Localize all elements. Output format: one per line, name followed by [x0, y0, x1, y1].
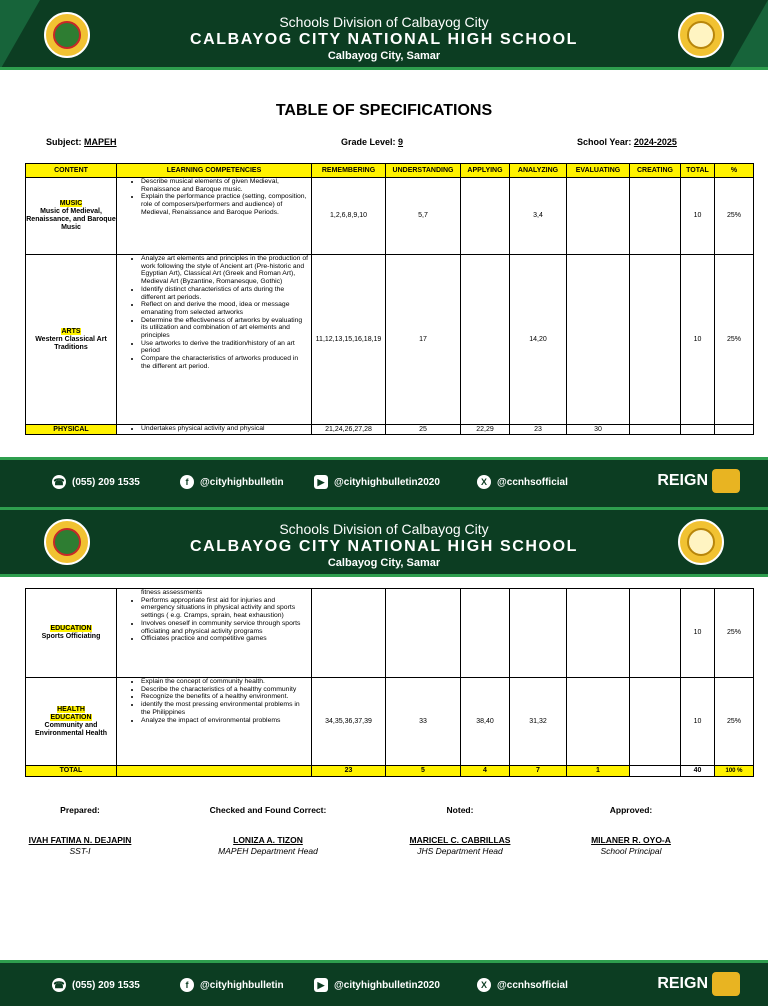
- crown-icon: [712, 972, 740, 996]
- meta-year-label: School Year:: [577, 137, 632, 147]
- table-row-music: [26, 178, 754, 255]
- meta-year: [577, 137, 677, 147]
- total-evaluating: 1: [567, 766, 630, 777]
- health-analyzing: 31,32: [510, 678, 567, 766]
- signatory-name: LONIZA A. TIZON: [233, 835, 303, 845]
- reign-text: REIGN: [657, 472, 708, 489]
- reign-logo: [657, 469, 740, 493]
- arts-remembering: 11,12,13,15,16,18,19: [312, 255, 386, 425]
- list-item: • Identify distinct characteristics of arts during the different art periods.: [141, 286, 309, 301]
- signatory-checked: [193, 805, 343, 856]
- col-remembering: REMEMBERING: [312, 164, 386, 178]
- signatory-role: Approved:: [609, 805, 653, 815]
- health-creating: [630, 678, 681, 766]
- footer-youtube-text: @cityhighbulletin2020: [334, 476, 440, 488]
- meta-subject-value: MAPEH: [84, 137, 117, 147]
- list-item: • Analyze the impact of environmental problems: [141, 717, 309, 725]
- signatory-position: School Principal: [600, 846, 662, 856]
- arts-analyzing: 14,20: [510, 255, 567, 425]
- table-row-pe-continued: [26, 589, 754, 678]
- footer-stripe: [0, 457, 768, 460]
- list-item: • Performs appropriate first aid for injuries and emergency situations in physical activity and sports settings ( e.g. Cramps, sprain, heat exhaustion): [141, 597, 309, 620]
- total-label: TOTAL: [26, 766, 117, 777]
- total-understanding: 5: [386, 766, 461, 777]
- list-item: • Involves oneself in community service through sports officiating and physical activity programs: [141, 620, 309, 635]
- footer-facebook[interactable]: [180, 475, 284, 489]
- arts-evaluating: [567, 255, 630, 425]
- page2-footer: [0, 960, 768, 1006]
- specifications-table-page2: [25, 588, 754, 777]
- list-item: • Undertakes physical activity and physical: [141, 425, 309, 433]
- music-creating: [630, 178, 681, 255]
- competencies-health: [117, 678, 312, 766]
- footer-x[interactable]: [477, 978, 568, 992]
- footer-youtube[interactable]: [314, 475, 440, 489]
- header-stripe: [0, 574, 768, 577]
- youtube-icon: ▶: [314, 978, 328, 992]
- content-arts: [26, 255, 117, 425]
- total-analyzing: 7: [510, 766, 567, 777]
- list-item: • Explain the concept of community health.: [141, 678, 309, 686]
- list-item: • Compare the characteristics of artworks produced in the different art period.: [141, 355, 309, 370]
- arts-percent: 25%: [715, 255, 754, 425]
- x-icon: X: [477, 475, 491, 489]
- pe2-understanding: [386, 589, 461, 678]
- health-subtitle: Community and Environmental Health: [35, 721, 107, 737]
- phone-icon: ☎: [52, 475, 66, 489]
- health-total: 10: [681, 678, 715, 766]
- competencies-music: [117, 178, 312, 255]
- signatory-name: IVAH FATIMA N. DEJAPIN: [28, 835, 132, 845]
- col-understanding: UNDERSTANDING: [386, 164, 461, 178]
- arts-total: 10: [681, 255, 715, 425]
- footer-x-text: @ccnhsofficial: [497, 979, 568, 991]
- col-creating: CREATING: [630, 164, 681, 178]
- signatory-role: Prepared:: [60, 805, 100, 815]
- header-division: Schools Division of Calbayog City: [279, 14, 489, 30]
- meta-grade-value: 9: [398, 137, 404, 147]
- x-icon: X: [477, 978, 491, 992]
- pe2-remembering: [312, 589, 386, 678]
- youtube-icon: ▶: [314, 475, 328, 489]
- pe2-percent: 25%: [715, 589, 754, 678]
- competencies-pe: [117, 589, 312, 678]
- list-item: • Recognize the benefits of a healthy environment.: [141, 693, 309, 701]
- list-item: • identify the most pressing environmental problems in the Philippines: [141, 701, 309, 716]
- arts-subtitle: Western Classical Art Traditions: [35, 335, 107, 351]
- list-item: • Describe the characteristics of a healthy community: [141, 686, 309, 694]
- col-applying: APPLYING: [461, 164, 510, 178]
- specifications-table-page1: [25, 163, 754, 435]
- footer-youtube[interactable]: [314, 978, 440, 992]
- pe-applying: 22,29: [461, 425, 510, 435]
- list-item: • Explain the performance practice (setting, composition, role of composers/performers and audience) of Medieval, Renaissance and Baroque Periods.: [141, 193, 309, 216]
- competencies-arts: [117, 255, 312, 425]
- pe2-applying: [461, 589, 510, 678]
- reign-text: REIGN: [657, 975, 708, 992]
- footer-x[interactable]: [477, 475, 568, 489]
- header-location: Calbayog City, Samar: [327, 557, 441, 569]
- list-item: • Analyze art elements and principles in the production of work following the style of Ancient art (Pre-historic and Egyptian Art), Classical Art (Greek and Roman Art), Medieval Art (Byzantine, Romanesque, Gothic): [141, 255, 309, 286]
- signatory-approved: [556, 805, 706, 856]
- music-evaluating: [567, 178, 630, 255]
- meta-grade: [341, 137, 403, 147]
- music-total: 10: [681, 178, 715, 255]
- pe-continued-text: fitness assessments: [141, 589, 203, 596]
- pe-analyzing: 23: [510, 425, 567, 435]
- total-creating: [630, 766, 681, 777]
- table-header-row: [26, 164, 754, 178]
- col-content: CONTENT: [26, 164, 117, 178]
- header-school: CALBAYOG CITY NATIONAL HIGH SCHOOL: [189, 538, 579, 555]
- footer-x-text: @ccnhsofficial: [497, 476, 568, 488]
- arts-creating: [630, 255, 681, 425]
- meta-grade-label: Grade Level:: [341, 137, 396, 147]
- pe-percent: [715, 425, 754, 435]
- music-applying: [461, 178, 510, 255]
- header-stripe: [0, 507, 768, 510]
- signatory-position: SST-I: [69, 846, 91, 856]
- phone-icon: ☎: [52, 978, 66, 992]
- pe2-creating: [630, 589, 681, 678]
- col-analyzing: ANALYZING: [510, 164, 567, 178]
- total-remembering: 23: [312, 766, 386, 777]
- crown-icon: [712, 469, 740, 493]
- facebook-icon: f: [180, 978, 194, 992]
- header-stripe: [0, 67, 768, 70]
- signatory-noted: [385, 805, 535, 856]
- pe-title: PHYSICAL: [26, 425, 117, 435]
- health-title-2: EDUCATION: [50, 713, 92, 721]
- arts-understanding: 17: [386, 255, 461, 425]
- competencies-pe-start: [117, 425, 312, 435]
- col-competencies: LEARNING COMPETENCIES: [117, 164, 312, 178]
- pe-understanding: 25: [386, 425, 461, 435]
- footer-phone: [52, 475, 140, 489]
- footer-stripe: [0, 960, 768, 963]
- health-understanding: 33: [386, 678, 461, 766]
- list-item: • Describe musical elements of given Medieval, Renaissance and Baroque music.: [141, 178, 309, 193]
- list-item: • Officiates practice and competitive games: [141, 635, 309, 643]
- table-row-arts: [26, 255, 754, 425]
- table-row-total: [26, 766, 754, 777]
- pe-subtitle: Sports Officiating: [41, 633, 101, 640]
- pe-evaluating: 30: [567, 425, 630, 435]
- pe-remembering: 21,24,26,27,28: [312, 425, 386, 435]
- signatory-name: MILANER R. OYO-A: [591, 835, 671, 845]
- header-division: Schools Division of Calbayog City: [279, 521, 489, 537]
- page-title: TABLE OF SPECIFICATIONS: [275, 102, 493, 119]
- footer-phone-text: (055) 209 1535: [72, 476, 140, 488]
- music-percent: 25%: [715, 178, 754, 255]
- health-title-1: HEALTH: [57, 705, 85, 713]
- health-percent: 25%: [715, 678, 754, 766]
- total-total: 40: [681, 766, 715, 777]
- footer-facebook-text: @cityhighbulletin: [200, 979, 284, 991]
- footer-youtube-text: @cityhighbulletin2020: [334, 979, 440, 991]
- content-health: [26, 678, 117, 766]
- pe2-analyzing: [510, 589, 567, 678]
- header-location: Calbayog City, Samar: [327, 50, 441, 62]
- meta-subject-label: Subject:: [46, 137, 82, 147]
- table-row-health: [26, 678, 754, 766]
- pe-total: [681, 425, 715, 435]
- meta-subject: [46, 137, 117, 147]
- health-applying: 38,40: [461, 678, 510, 766]
- list-item: • Reflect on and derive the mood, idea or message emanating from selected artworks: [141, 301, 309, 316]
- music-remembering: 1,2,6,8,9,10: [312, 178, 386, 255]
- music-analyzing: 3,4: [510, 178, 567, 255]
- arts-title: ARTS: [61, 327, 81, 335]
- pe-creating: [630, 425, 681, 435]
- total-percent: 100 %: [715, 766, 754, 777]
- table-row-pe: [26, 425, 754, 435]
- pe2-evaluating: [567, 589, 630, 678]
- footer-phone-text: (055) 209 1535: [72, 979, 140, 991]
- page1-header: [0, 0, 768, 70]
- signatory-prepared: [5, 805, 155, 856]
- col-evaluating: EVALUATING: [567, 164, 630, 178]
- signatory-role: Noted:: [446, 805, 474, 815]
- music-understanding: 5,7: [386, 178, 461, 255]
- health-evaluating: [567, 678, 630, 766]
- reign-logo: [657, 972, 740, 996]
- footer-facebook-text: @cityhighbulletin: [200, 476, 284, 488]
- pe2-total: 10: [681, 589, 715, 678]
- content-pe: [26, 589, 117, 678]
- footer-facebook[interactable]: [180, 978, 284, 992]
- arts-applying: [461, 255, 510, 425]
- meta-year-value: 2024-2025: [633, 137, 677, 147]
- facebook-icon: f: [180, 475, 194, 489]
- total-competencies: [117, 766, 312, 777]
- signatory-name: MARICEL C. CABRILLAS: [409, 835, 511, 845]
- music-subtitle: Music of Medieval, Renaissance, and Baroque Music: [26, 208, 116, 231]
- header-school: CALBAYOG CITY NATIONAL HIGH SCHOOL: [189, 31, 579, 48]
- music-title: MUSIC: [59, 200, 83, 207]
- page2-header: [0, 507, 768, 577]
- total-applying: 4: [461, 766, 510, 777]
- list-item: • Use artworks to derive the tradition/history of an art period: [141, 340, 309, 355]
- col-total: TOTAL: [681, 164, 715, 178]
- list-item: • Determine the effectiveness of artworks by evaluating its utilization and combination of art elements and principles: [141, 317, 309, 340]
- page1-footer: [0, 457, 768, 507]
- health-remembering: 34,35,36,37,39: [312, 678, 386, 766]
- signatory-position: MAPEH Department Head: [218, 846, 318, 856]
- content-music: [26, 178, 117, 255]
- pe-title-2: EDUCATION: [50, 625, 92, 632]
- signatory-role: Checked and Found Correct:: [209, 805, 327, 815]
- signatory-position: JHS Department Head: [417, 846, 503, 856]
- col-percent: %: [715, 164, 754, 178]
- footer-phone: [52, 978, 140, 992]
